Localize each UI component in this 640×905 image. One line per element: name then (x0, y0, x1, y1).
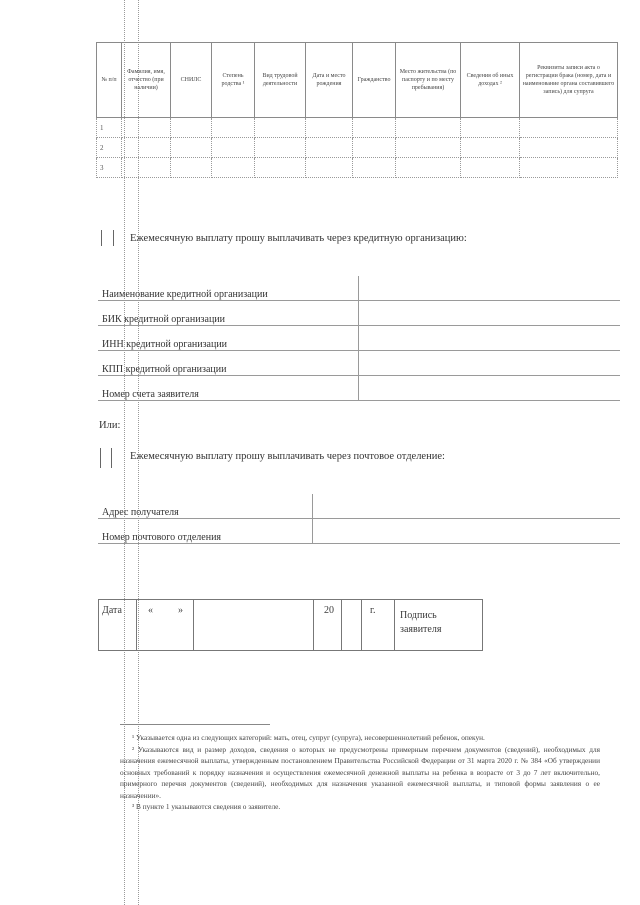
footnote-1: ¹ Указывается одна из следующих категорий: мать, отец, супруг (супруга), несовершеннолетний ребенок, опекун. (132, 733, 485, 742)
bank-bik-label: БИК кредитной организации (98, 301, 359, 326)
header-citizenship: Гражданство (353, 43, 396, 118)
bank-row-kpp (98, 351, 620, 376)
day-field[interactable] (156, 603, 176, 617)
bank-row-inn (98, 326, 620, 351)
bank-name-field[interactable] (359, 276, 621, 301)
or-label: Или: (99, 420, 121, 431)
quote-close: » (178, 605, 183, 616)
header-marriage-record: Реквизиты записи акта о регистрации брака (номер, дата и наименование органа составившего запись) для супруга (520, 43, 618, 118)
table-row (97, 158, 618, 178)
bank-option-text: Ежемесячную выплату прошу выплачивать через кредитную организацию: (130, 233, 467, 244)
bank-details-table (98, 276, 620, 401)
header-other-income: Сведения об иных доходах ² (461, 43, 520, 118)
bank-inn-field[interactable] (359, 326, 621, 351)
header-residence: Место жительства (по паспорту и по месту пребывания) (396, 43, 461, 118)
post-option-text: Ежемесячную выплату прошу выплачивать через почтовое отделение: (130, 451, 445, 462)
bank-row-account (98, 376, 620, 401)
date-label: Дата (102, 605, 122, 616)
header-birth: Дата и место рождения (306, 43, 353, 118)
year-suffix: г. (370, 605, 376, 616)
bank-row-bik (98, 301, 620, 326)
bank-inn-label: ИНН кредитной организации (98, 326, 359, 351)
post-office-number-field[interactable] (313, 519, 621, 544)
bank-bik-field[interactable] (359, 301, 621, 326)
row-number: 3 (97, 158, 122, 178)
post-option-checkbox[interactable] (100, 448, 112, 468)
signature-label: Подпись заявителя (400, 610, 442, 635)
footnotes (120, 732, 600, 813)
table-header-row (97, 43, 618, 118)
quote-open: « (148, 605, 153, 616)
header-snils: СНИЛС (171, 43, 212, 118)
account-number-field[interactable] (359, 376, 621, 401)
table-row (97, 138, 618, 158)
footnote-3: ³ В пункте 1 указываются сведения о заявителе. (132, 802, 281, 811)
post-row-address (98, 494, 620, 519)
row-number: 2 (97, 138, 122, 158)
header-work-activity: Вид трудовой деятельности (255, 43, 306, 118)
recipient-address-field[interactable] (313, 494, 621, 519)
bank-kpp-label: КПП кредитной организации (98, 351, 359, 376)
bank-row-name (98, 276, 620, 301)
bank-kpp-field[interactable] (359, 351, 621, 376)
header-kinship: Степень родства ¹ (212, 43, 255, 118)
date-signature-block (98, 599, 483, 651)
footnote-2: ² Указываются вид и размер доходов, сведения о которых не предусмотрены примерным перечнем документов (сведений), необходимых для назначения ежемесячной выплаты, утвержденным постановлением Правительства Российской Федерации от 31 марта 2020 г. № 384 «Об утверждении основных требований к порядку назначения и осуществления ежемесячной денежной выплаты на ребенка в возрасте от 3 до 7 лет включительно, примерного перечня документов (сведений), необходимых для назначения указанной ежемесячной выплаты, и типовой формы заявления о ее назначении». (120, 744, 600, 800)
bank-name-label: Наименование кредитной организации (98, 276, 359, 301)
year-prefix: 20 (324, 605, 334, 616)
header-number: № п/п (97, 43, 122, 118)
footnote-separator (120, 724, 270, 725)
row-number: 1 (97, 118, 122, 138)
year-field[interactable] (344, 603, 358, 617)
post-office-number-label: Номер почтового отделения (98, 519, 313, 544)
month-field[interactable] (198, 603, 308, 617)
recipient-address-label: Адрес получателя (98, 494, 313, 519)
bank-option-checkbox[interactable] (101, 230, 114, 246)
table-row (97, 118, 618, 138)
post-row-office (98, 519, 620, 544)
header-full-name: Фамилия, имя, отчество (при наличии) (122, 43, 171, 118)
post-details-table (98, 494, 620, 544)
account-number-label: Номер счета заявителя (98, 376, 359, 401)
family-members-table (96, 42, 618, 178)
